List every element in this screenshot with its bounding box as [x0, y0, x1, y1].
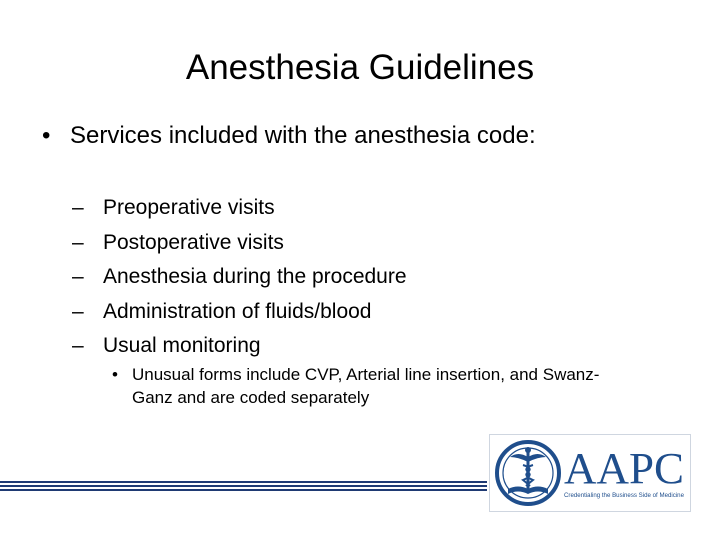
third-level-text: Unusual forms include CVP, Arterial line insertion, and Swanz-Ganz and are coded separately: [132, 365, 600, 407]
bullet-marker: •: [42, 122, 51, 149]
wing-right-icon: [528, 454, 546, 462]
footer-line: [0, 485, 487, 487]
dash-marker: –: [72, 196, 84, 219]
aapc-logo-graphic: [490, 435, 690, 511]
third-level-bullet: [112, 363, 632, 409]
sub-bullet: [72, 295, 632, 330]
main-bullet-text: Services included with the anesthesia code:: [70, 122, 536, 149]
footer-rule: [0, 481, 487, 495]
sub-bullet: [72, 191, 632, 226]
sub-bullet-text: Administration of fluids/blood: [103, 299, 372, 323]
bullet-marker: •: [112, 365, 118, 384]
logo-tagline: Credentialing the Business Side of Medicine: [564, 492, 685, 499]
sub-bullet: [72, 260, 632, 295]
sub-bullet-text: Postoperative visits: [103, 230, 284, 254]
sub-bullet: [72, 226, 632, 261]
sub-bullet-text: Usual monitoring: [103, 334, 261, 357]
sub-bullet: [72, 329, 632, 364]
wing-left-icon: [510, 454, 528, 462]
footer-line: [0, 489, 487, 491]
dash-marker: –: [72, 230, 84, 254]
logo-wordmark: AAPC: [564, 444, 684, 493]
sub-bullet-text: Preoperative visits: [103, 196, 275, 219]
sub-bullet-text: Anesthesia during the procedure: [103, 265, 407, 288]
sub-bullet-list: [72, 191, 632, 364]
slide-title: Anesthesia Guidelines: [185, 48, 535, 87]
footer-line: [0, 481, 487, 483]
main-bullet: [42, 120, 682, 152]
dash-marker: –: [72, 299, 84, 323]
dash-marker: –: [72, 265, 84, 288]
aapc-logo: [489, 434, 691, 512]
dash-marker: –: [72, 334, 84, 357]
